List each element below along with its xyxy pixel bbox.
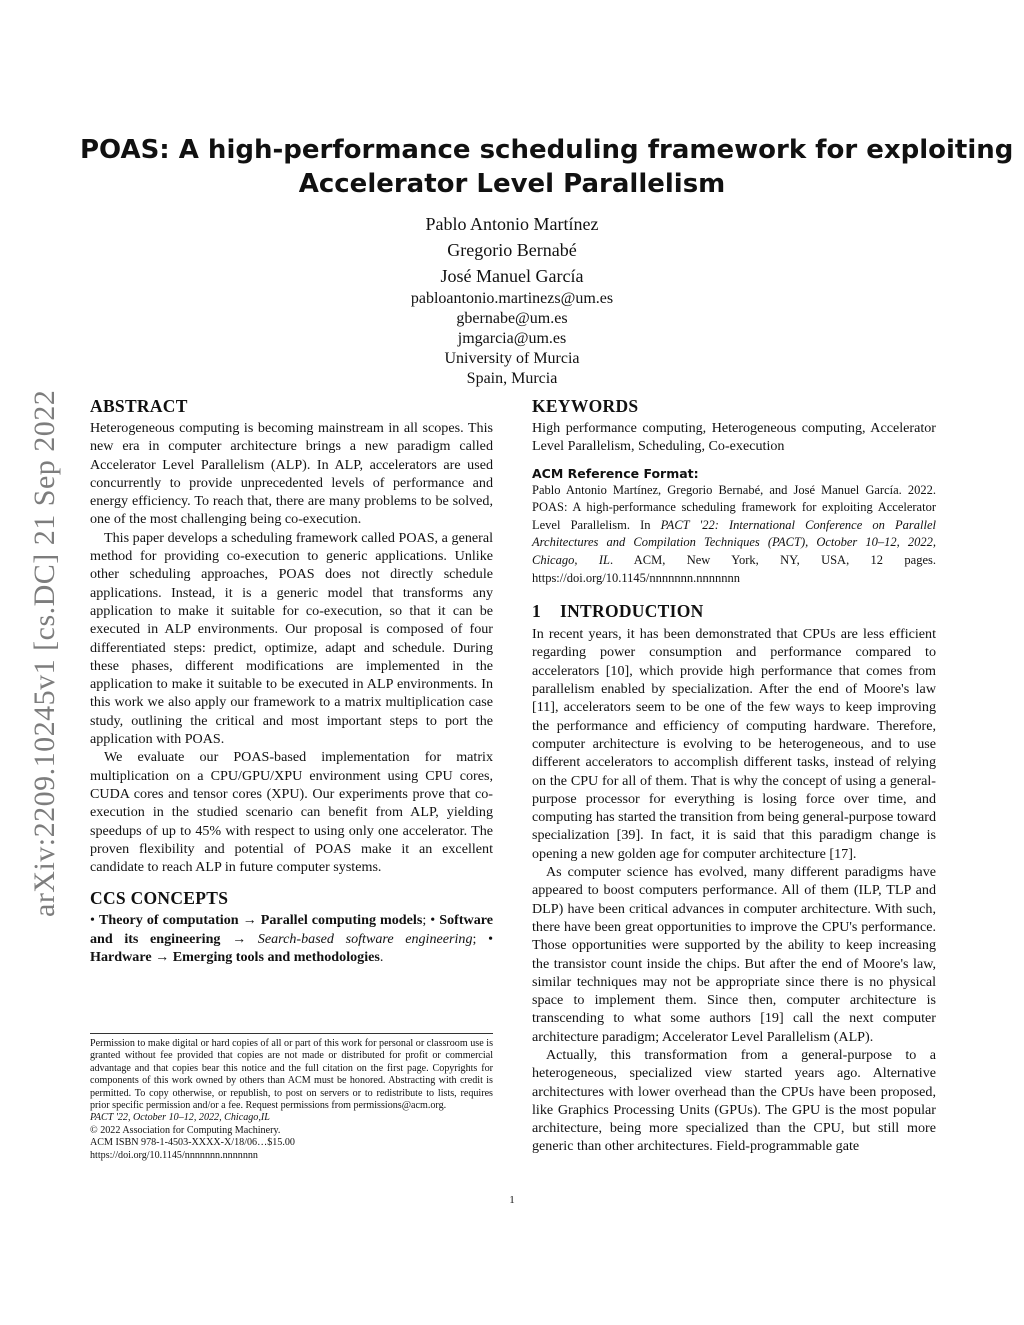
- ccs-concept: Parallel computing models: [260, 912, 423, 929]
- author-name: José Manuel García: [440, 266, 584, 286]
- footnote-rule: [90, 1033, 493, 1034]
- keywords-heading: KEYWORDS: [532, 396, 639, 416]
- author-block: [262, 211, 762, 389]
- keywords-section: [532, 396, 936, 456]
- arxiv-identifier: arXiv:2209.10245v1 [cs.DC] 21 Sep 2022: [28, 389, 61, 917]
- affiliation-location: Spain, Murcia: [466, 370, 558, 387]
- keywords-text: High performance computing, Heterogeneous computing, Accelerator Level Parallelism, Scheduling, Co-execution: [532, 420, 936, 455]
- title-line-2: Accelerator Level Parallelism: [298, 169, 726, 199]
- intro-paragraph: Actually, this transformation from a general-purpose to a heterogeneous, specialized view started years ago. Alternative architectures with lower overhead than the CPUs have been proposed, like Graphics Processing Units (GPUs). The GPU is the most popular architecture, being more specialized than the CPU, but still more generic than other architectures. Field-programmable gate: [532, 1046, 936, 1155]
- footnote-copyright: © 2022 Association for Computing Machinery.: [90, 1124, 281, 1136]
- permission-notice: Permission to make digital or hard copies of all or part of this work for personal or classroom use is granted without fee provided that copies are not made or distributed for profit or commercial advantage and that copies bear this notice and the full citation on the first page. Copyrights for components of this work owned by others than ACM must be honored. Abstracting with credit is permitted. To copy otherwise, or republish, to post on servers or to redistribute to lists, requires prior specific permission and/or a fee. Request permissions from permissions@acm.org.: [90, 1038, 493, 1112]
- paper-title: [80, 133, 1014, 201]
- acm-ref-doi: . ACM, New York, NY, USA, 12 pages. https://doi.org/10.1145/nnnnnnn.nnnnnnn: [532, 552, 936, 585]
- ccs-bullet: •: [430, 912, 436, 929]
- author-email: jmgarcia@um.es: [457, 330, 567, 347]
- ccs-concept: Hardware: [90, 949, 152, 966]
- abstract-paragraph: Heterogeneous computing is becoming mainstream in all scopes. This new era in computer architecture brings a new paradigm called Accelerator Level Parallelism (ALP). In ALP, accelerators are used concurrently to provide unprecedented levels of performance and energy efficiency. To reach that, there are many problems to be solved, one of the most challenging being co-execution.: [90, 420, 493, 528]
- ccs-concept: Emerging tools and methodologies: [172, 949, 380, 966]
- author-name: Pablo Antonio Martínez: [425, 214, 599, 234]
- ccs-arrow: →: [155, 949, 170, 966]
- introduction-heading: [532, 601, 936, 621]
- section-number: 1: [532, 601, 542, 622]
- ccs-separator: ;: [472, 930, 477, 947]
- right-column: [532, 396, 936, 1156]
- footnote-isbn: ACM ISBN 978-1-4503-XXXX-X/18/06…$15.00: [90, 1137, 295, 1149]
- abstract-section: [90, 396, 493, 876]
- ccs-concepts-section: [90, 888, 493, 966]
- author-email: pabloantonio.martinezs@um.es: [410, 290, 614, 307]
- abstract-paragraph: We evaluate our POAS-based implementation for matrix multiplication on a CPU/GPU/XPU environment using CPU cores, CUDA cores and tensor cores (XPU). Our experiments prove that co-execution in the studied scenario can benefit from ALP, yielding speedups of up to 45% with respect to using only one accelerator. The proven flexibility and potential of POAS make it an excellent candidate to reach ALP in future computer systems.: [90, 749, 493, 876]
- acm-reference-section: [532, 466, 936, 588]
- author-name: Gregorio Bernabé: [447, 240, 577, 260]
- permission-footnote: [90, 1038, 493, 1162]
- ccs-concept: Theory of computation: [98, 912, 239, 929]
- acm-reference-label: ACM Reference Format:: [532, 465, 699, 481]
- ccs-concept: Software and its engineering: [90, 912, 494, 947]
- intro-paragraph: In recent years, it has been demonstrated that CPUs are less efficient regarding power consumption and performance compared to accelerators [10], which provide high performance that comes from parallelism enabled by specialization. After the end of Moore's law [11], accelerators seem to be one of the few ways to keep improving the performance and efficiency of computing hardware. Therefore, computer architecture is evolving to be heterogeneous, and to use different accelerators to accomplish different tasks, instead of relying on the CPU for all of them. That is why the concept of using a general-purpose processor for everything is losing force over time, and computing has started the transition from being general-purpose toward specialization [39]. In fact, it is said that this paradigm change is opening a new golden age for computer architecture [17].: [532, 626, 936, 862]
- ccs-concepts-text: [90, 911, 493, 966]
- abstract-paragraph: This paper develops a scheduling framework called POAS, a general method for providing co-execution to generic applications. Unlike other scheduling approaches, POAS does not directly schedule applications. Instead, it is a generic model that transforms any application to make it suitable for co-execution, so that it can be executed in ALP environments. Our proposal is composed of four differentiated steps: predict, optimize, adapt and schedule. During these phases, different modifications are implemented in the application to make it suitable to be executed in ALP environments. In this work we also apply our framework to a matrix multiplication case study, outlining the critical and most important steps to port the application with POAS.: [90, 529, 493, 748]
- ccs-concept: Search-based software engineering: [257, 930, 473, 947]
- acm-ref-citation: Pablo Antonio Martínez, Gregorio Bernabé, and José Manuel García. 2022. POAS: A high-performance scheduling framework for exploiting Accelerator Level Parallelism. In: [532, 482, 936, 532]
- abstract-heading: ABSTRACT: [90, 396, 188, 416]
- ccs-bullet: •: [488, 930, 493, 947]
- author-email: gbernabe@um.es: [456, 310, 568, 327]
- affiliation-university: University of Murcia: [444, 350, 580, 367]
- ccs-arrow: →: [232, 930, 247, 947]
- footnote-venue: PACT '22, October 10–12, 2022, Chicago,IL: [90, 1112, 270, 1124]
- ccs-end: .: [379, 949, 384, 966]
- ccs-arrow: →: [242, 912, 257, 929]
- title-line-1: POAS: A high-performance scheduling framework for exploiting: [80, 135, 1014, 165]
- intro-paragraph: As computer science has evolved, many different paradigms have appeared to boost computers performance. All of them (ILP, TLP and DLP) have been critical advances in computer architecture. With such, there have been great opportunities to improve the CPU's performance. Those opportunities were supported by the ability to keep increasing the transistor count inside the chips. But after the end of Moore's law, similar techniques may not be appropriate since there is no physical space to implement them. Since then, computer architecture is transcending to what some authors [19] call the next computer architecture paradigm; Accelerator Level Parallelism (ALP).: [532, 864, 936, 1045]
- left-column: [90, 396, 493, 966]
- acm-reference-text: [532, 482, 936, 588]
- introduction-section: [532, 601, 936, 1156]
- ccs-bullet: •: [90, 912, 95, 929]
- ccs-separator: ;: [422, 912, 427, 929]
- section-title: INTRODUCTION: [560, 601, 704, 622]
- footnote-doi: https://doi.org/10.1145/nnnnnnn.nnnnnnn: [90, 1149, 258, 1161]
- ccs-heading: CCS CONCEPTS: [90, 888, 229, 909]
- acm-ref-venue: PACT '22: International Conference on Parallel Architectures and Compilation Techniques (PACT), October 10–12, 2022, Chicago, IL: [532, 517, 936, 567]
- page-number: 1: [509, 1194, 515, 1206]
